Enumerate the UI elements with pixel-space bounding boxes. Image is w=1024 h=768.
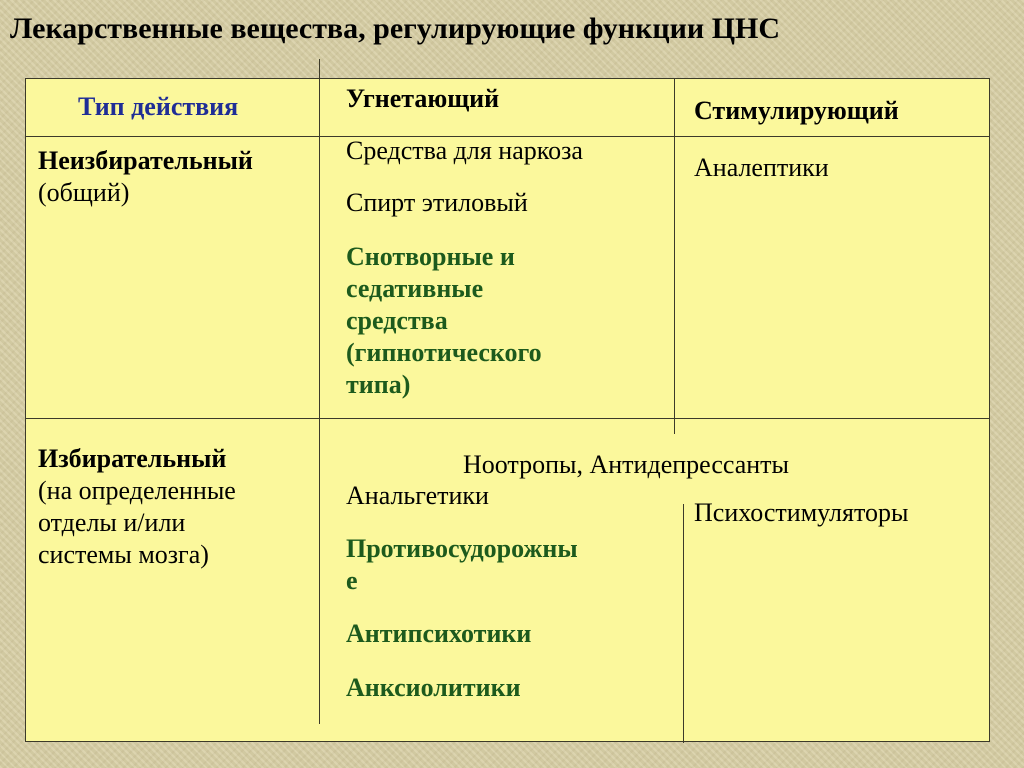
anxiolytics-highlight: Анксиолитики: [346, 673, 521, 702]
column-divider-2-lower: [683, 504, 684, 743]
nonselective-inhibiting-item: Средства для наркоза: [346, 136, 583, 165]
column-divider-1: [319, 59, 320, 724]
header-inhibiting: Угнетающий: [346, 84, 500, 113]
header-stimulating: Стимулирующий: [694, 96, 899, 125]
highlight-line: Противосудорожны: [346, 534, 578, 563]
anticonvulsants-highlight: [346, 533, 578, 597]
highlight-line: средства: [346, 306, 448, 335]
highlight-line: е: [346, 566, 358, 595]
highlight-line: (гипнотического: [346, 338, 542, 367]
slide-title: Лекарственные вещества, регулирующие функции ЦНС: [10, 12, 781, 45]
highlight-line: типа): [346, 370, 411, 399]
selective-inhibiting-item: Анальгетики: [346, 481, 489, 510]
nonselective-inhibiting-item: Спирт этиловый: [346, 188, 528, 217]
selective-subtitle-line: отделы и/или: [38, 508, 186, 537]
row-nonselective-label: [38, 145, 253, 209]
header-type-of-action: Тип действия: [78, 92, 239, 121]
highlight-line: седативные: [346, 274, 484, 303]
row-divider: [26, 418, 989, 419]
nonselective-title: Неизбирательный: [38, 146, 253, 175]
selective-subtitle-line: системы мозга): [38, 540, 209, 569]
selective-subtitle-line: (на определенные: [38, 476, 236, 505]
antipsychotics-highlight: Антипсихотики: [346, 619, 532, 648]
row-selective-label: [38, 443, 236, 571]
highlight-line: Снотворные и: [346, 242, 515, 271]
selective-title: Избирательный: [38, 444, 227, 473]
nonselective-subtitle: (общий): [38, 178, 130, 207]
nonselective-stimulating-item: Аналептики: [694, 153, 829, 182]
selective-shared-items: Ноотропы, Антидепрессанты: [463, 450, 790, 479]
hypnotics-sedatives-highlight: [346, 241, 542, 401]
selective-stimulating-item: Психостимуляторы: [694, 498, 909, 527]
column-divider-2-upper: [674, 79, 675, 434]
drug-classification-table: [25, 78, 990, 742]
